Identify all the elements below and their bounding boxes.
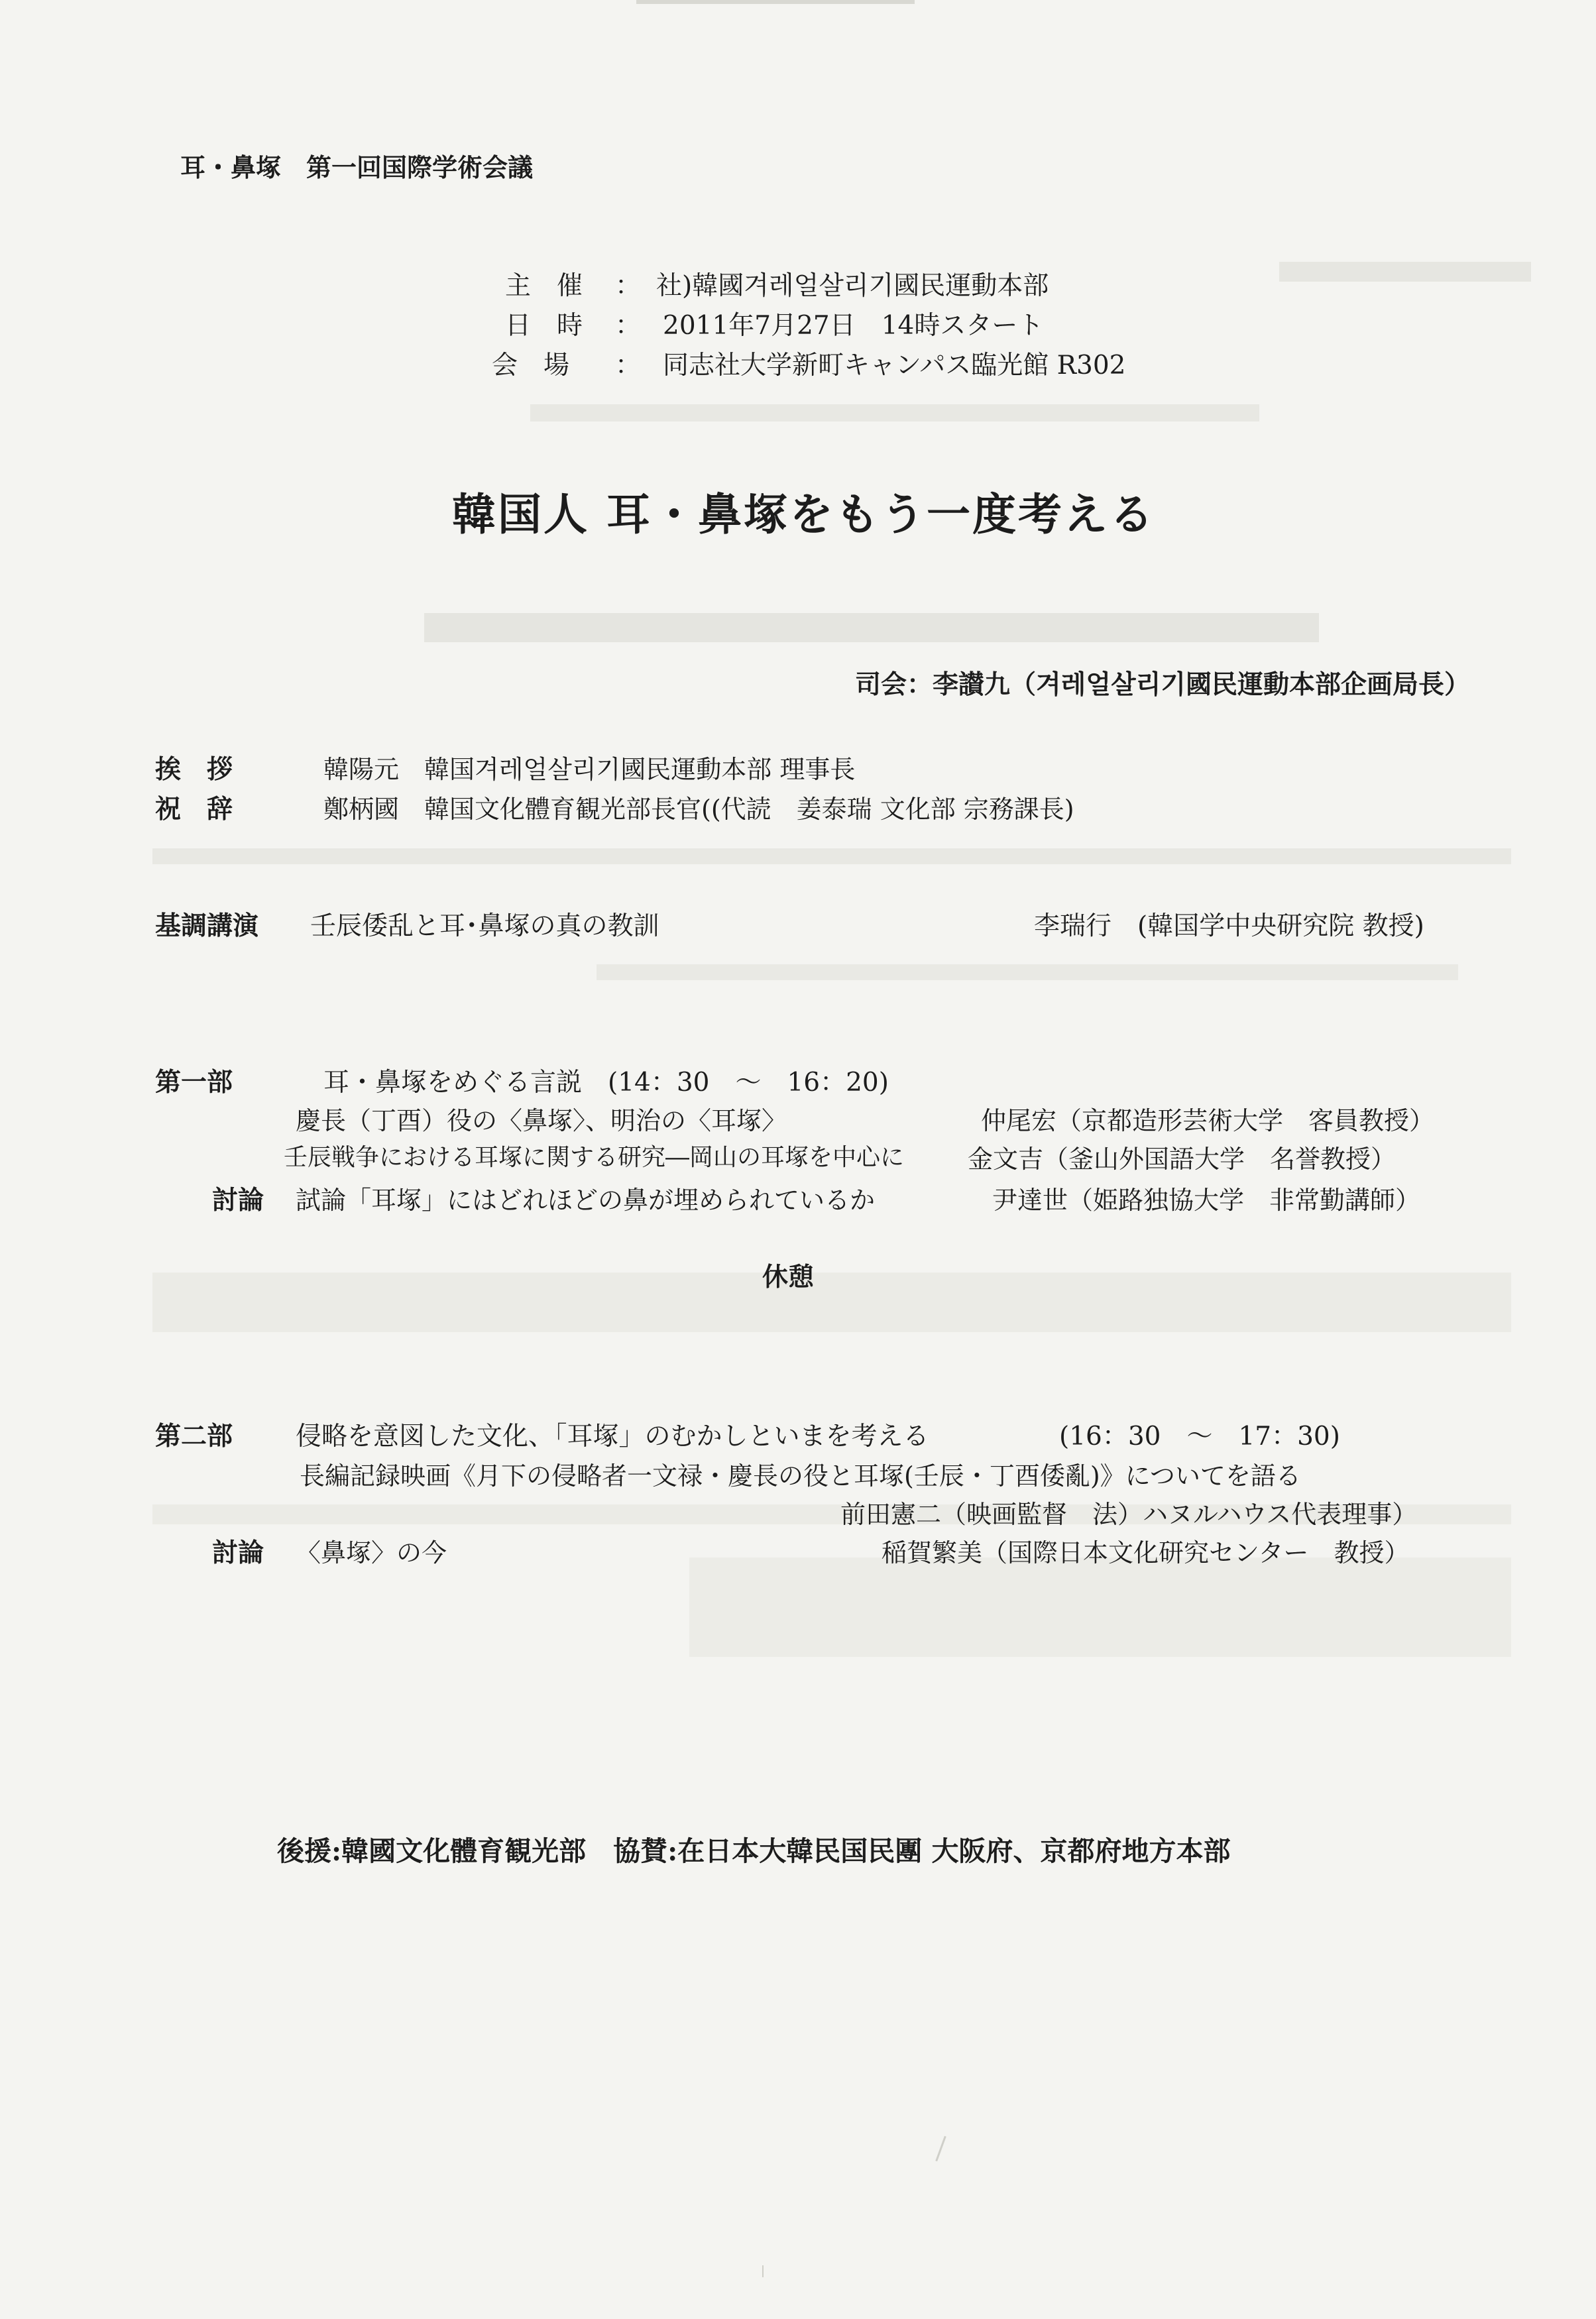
bleedthrough-line (530, 404, 1259, 422)
keynote-topic: 壬辰倭乱と耳･鼻塚の真の教訓 (310, 911, 659, 941)
part2-film-line: 長編記録映画《月下の侵略者一文禄・慶長の役と耳塚(壬辰・丁酉倭亂)》についてを語る (300, 1461, 1301, 1491)
congratulatory-text: 鄭柄國 韓国文化體育観光部長官((代読 姜泰瑞 文化部 宗務課長) (323, 795, 1074, 824)
separator-colon: ： (615, 351, 642, 380)
separator-colon: ： (615, 271, 642, 301)
part1-talk-topic: 壬辰戦争における耳塚に関する研究―岡山の耳塚を中心に (284, 1144, 905, 1171)
organizer-label: 主 催 (505, 271, 583, 301)
bleedthrough-line (424, 613, 1319, 642)
bleedthrough-block (152, 1273, 1511, 1332)
discussion-label: 討論 (212, 1185, 264, 1216)
keynote-speaker: 李瑞行 (韓国学中央研究院 教授) (1034, 911, 1424, 941)
part1-talk-topic: 試論「耳塚」にはどれほどの鼻が埋められているか (296, 1186, 876, 1215)
bleedthrough-line (597, 964, 1458, 980)
separator-colon: ： (615, 311, 642, 341)
moderator: 司会：李讃九（겨레얼살리기國民運動本部企画局長） (855, 669, 1471, 700)
keynote-label: 基調講演 (155, 911, 259, 941)
part2-label: 第二部 (155, 1421, 233, 1451)
part1-talk-speaker: 仲尾宏（京都造形芸術大学 客員教授） (981, 1106, 1435, 1135)
bleedthrough-line (152, 848, 1511, 864)
part1-talk-speaker: 尹達世（姫路独協大学 非常勤講師） (992, 1186, 1421, 1215)
bleedthrough-block (689, 1557, 1511, 1657)
main-title: 韓国人 耳・鼻塚をもう一度考える (452, 488, 1155, 540)
part1-heading: 耳・鼻塚をめぐる言説 (14：30 ～ 16：20) (323, 1068, 889, 1098)
part2-film-speaker: 前田憲二（映画監督 法）ハヌルハウス代表理事） (840, 1500, 1418, 1529)
scan-speck (935, 2136, 946, 2162)
part1-talk-speaker: 金文吉（釜山外国語大学 名誉教授） (968, 1145, 1396, 1174)
part1-label: 第一部 (155, 1067, 233, 1098)
venue-value: 同志社大学新町キャンパス臨光館 R302 (663, 351, 1126, 380)
venue-label: 会 場 (492, 351, 570, 380)
scan-speck (762, 2265, 764, 2277)
part2-discussion-topic: 〈鼻塚〉の今 (296, 1538, 447, 1567)
greeting-text: 韓陽元 韓国겨레얼살리기國民運動本部 理事長 (323, 755, 856, 784)
part2-discussion-speaker: 稲賀繁美（国際日本文化研究センター 教授） (882, 1538, 1410, 1567)
part2-time: (16：30 ～ 17：30) (1059, 1422, 1340, 1451)
break-label: 休憩 (762, 1262, 815, 1292)
scan-edge-mark (636, 0, 915, 4)
part1-talk-topic: 慶長（丁酉）役の〈鼻塚〉、明治の〈耳塚〉 (296, 1106, 787, 1135)
part2-heading: 侵略を意図した文化、「耳塚」のむかしといまを考える (296, 1422, 929, 1451)
date-label: 日 時 (505, 311, 583, 341)
bleedthrough-line (1279, 262, 1531, 282)
greeting-label: 挨 拶 (155, 754, 233, 785)
congratulatory-label: 祝 辞 (155, 794, 233, 824)
date-value: 2011年7月27日 14時スタート (663, 311, 1044, 341)
discussion-label: 討論 (212, 1538, 264, 1568)
conference-header: 耳・鼻塚 第一回国際学術会議 (180, 152, 534, 182)
sponsors-footer: 後援:韓國文化體育観光部 協賛:在日本大韓民国民團 大阪府、京都府地方本部 (277, 1835, 1231, 1867)
organizer-value: 社)韓國겨레얼살리기國民運動本部 (656, 271, 1049, 301)
